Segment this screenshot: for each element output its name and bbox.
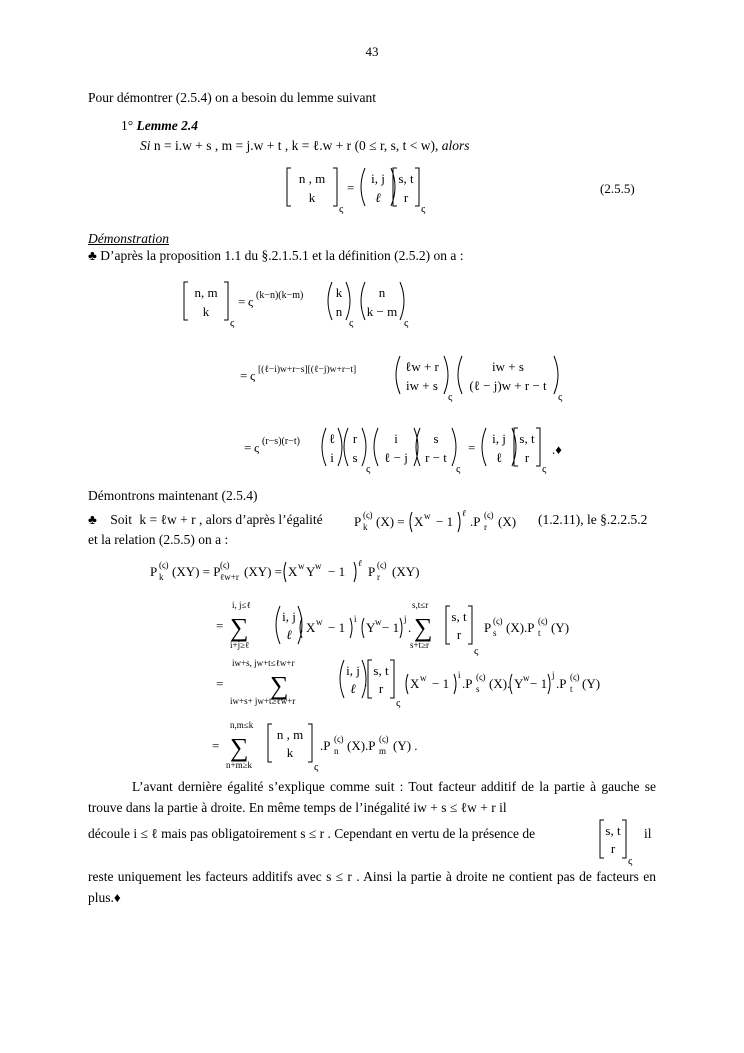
lemma-alors: alors — [441, 138, 470, 153]
svg-text:ς: ς — [314, 761, 319, 773]
svg-text:(X): (X) — [498, 514, 517, 529]
svg-text:P: P — [484, 620, 492, 635]
lemma-hypothesis — [140, 138, 470, 154]
svg-text:k: k — [363, 522, 368, 532]
closing-p2b: il — [644, 826, 652, 841]
intro-text: Pour démontrer (2.5.4) on a besoin du lemme suivant — [88, 90, 376, 105]
sum1-top: i, j≤ℓ — [232, 600, 251, 610]
l1-equals: = — [238, 294, 246, 309]
l3-b2-top: r — [352, 431, 358, 446]
svg-text:s, t: s, t — [373, 663, 389, 678]
svg-text:− 1: − 1 — [328, 564, 346, 579]
eq-lhs-top: n , m — [298, 171, 326, 186]
svg-text:− 1: − 1 — [328, 620, 346, 635]
soit-word: Soit — [110, 512, 132, 527]
svg-text:∑: ∑ — [230, 613, 249, 642]
svg-text:(ς): (ς) — [476, 672, 486, 682]
expansion-line-0 — [150, 558, 630, 588]
equality-inline — [354, 506, 540, 534]
svg-text:Y: Y — [514, 676, 524, 691]
eq-lhs-bottom: k — [308, 190, 316, 205]
svg-text:− 1: − 1 — [436, 514, 454, 529]
l3-b4-top: s — [433, 431, 439, 446]
svg-text:r: r — [610, 841, 616, 856]
svg-text:s, t: s, t — [605, 823, 621, 838]
sum2-bottom: s+t≥r — [410, 640, 430, 650]
demo2-heading: Démontrons maintenant (2.5.4) — [88, 488, 258, 503]
svg-text:r: r — [377, 572, 380, 582]
expansion-line-3 — [210, 718, 470, 776]
svg-text:w: w — [315, 561, 322, 571]
svg-text:X: X — [410, 676, 420, 691]
equation-number-2-5-5: (2.5.5) — [600, 181, 635, 196]
svg-text:X: X — [414, 514, 424, 529]
eq-b2-top: s, t — [398, 171, 414, 186]
svg-text:ς: ς — [628, 855, 633, 867]
l2-b2-top: iw + s — [492, 359, 524, 374]
l3-zeta-2: ς — [456, 463, 461, 475]
l3-zeta-1: ς — [366, 463, 371, 475]
inline-bracket — [598, 818, 638, 868]
svg-text:(ς): (ς) — [363, 510, 373, 520]
svg-text:(ς): (ς) — [570, 672, 580, 682]
demo-line-2 — [240, 352, 580, 410]
sum4-bottom: n+m≥k — [226, 760, 253, 770]
svg-text:ℓw+r: ℓw+r — [220, 572, 239, 582]
l3-equals: = — [244, 440, 252, 455]
svg-text:s: s — [476, 684, 480, 694]
svg-text:w: w — [523, 673, 530, 683]
svg-text:t: t — [538, 628, 541, 638]
svg-text:− 1: − 1 — [432, 676, 450, 691]
svg-text:i: i — [458, 670, 461, 680]
lemma-si: Si — [140, 138, 151, 153]
svg-text:Y: Y — [306, 564, 316, 579]
svg-text:∑: ∑ — [230, 733, 249, 762]
expansion-line-1 — [214, 598, 614, 658]
club-icon-2: ♣ — [88, 512, 97, 527]
svg-text:(X).P: (X).P — [347, 738, 376, 753]
svg-text:P: P — [150, 564, 158, 579]
sum3-top: iw+s, jw+t≤ℓw+r — [232, 658, 295, 668]
lemma-heading — [121, 118, 198, 134]
closing-p3: reste uniquement les facteurs additifs avec s ≤ r . Ainsi la partie à droite ne contient pas de facteurs en plus.♦ — [88, 869, 656, 905]
svg-text:i: i — [354, 614, 357, 624]
eq-equals: = — [347, 180, 355, 195]
svg-text:(Y): (Y) — [582, 676, 601, 691]
l1-b2-bottom: k − m — [366, 304, 398, 319]
svg-text:k: k — [286, 745, 294, 760]
l1-b2-top: n — [378, 285, 386, 300]
svg-text:(XY) = P: (XY) = P — [172, 564, 221, 579]
svg-text:.P: .P — [470, 514, 481, 529]
l2-b1-bottom: iw + s — [406, 378, 438, 393]
svg-text:w: w — [424, 511, 431, 521]
svg-text:P: P — [368, 564, 376, 579]
eq-zeta-2: ς — [421, 203, 426, 215]
svg-text:.P: .P — [320, 738, 331, 753]
demo2-text-a: alors d’après l’égalité — [205, 512, 323, 527]
l3-b6-top: s, t — [519, 431, 535, 446]
l1-b1-bottom: n — [335, 304, 343, 319]
l1-zeta-base: ς — [248, 294, 254, 309]
l2-zeta-base: ς — [250, 368, 256, 383]
eq-b2-bottom: r — [403, 190, 409, 205]
l3-b4-bottom: r − t — [425, 450, 447, 465]
svg-text:(ς): (ς) — [159, 560, 169, 570]
l3-b5-bottom: ℓ — [495, 450, 503, 465]
svg-text:j: j — [552, 670, 555, 680]
l2-equals: = — [240, 368, 248, 383]
demo-intro — [88, 248, 464, 264]
svg-text:n , m: n , m — [276, 727, 304, 742]
l2-zeta-1: ς — [448, 391, 453, 403]
sum4-top: n,m≤k — [230, 720, 254, 730]
svg-text:.: . — [364, 674, 368, 689]
svg-text:.: . — [300, 620, 304, 635]
svg-text:k: k — [159, 572, 164, 582]
l3-b3-bottom: ℓ − j — [384, 450, 408, 465]
equation-2-5-5 — [285, 164, 435, 218]
svg-text:− 1: − 1 — [382, 620, 400, 635]
svg-text:(ς): (ς) — [220, 560, 230, 570]
demo-text: D’après la proposition 1.1 du §.2.1.5.1 et la définition (2.5.2) on a : — [100, 248, 464, 263]
svg-text:w: w — [316, 617, 323, 627]
svg-text:w: w — [375, 617, 382, 627]
eq-b1-top: i, j — [371, 171, 385, 186]
svg-text:i, j: i, j — [346, 663, 360, 678]
svg-text:(XY) =: (XY) = — [244, 564, 283, 579]
svg-text:w: w — [298, 561, 305, 571]
svg-text:∑: ∑ — [414, 613, 433, 642]
svg-text:X: X — [288, 564, 298, 579]
svg-text:i, j: i, j — [282, 609, 296, 624]
eq-zeta-1: ς — [339, 203, 344, 215]
hyp-k: k = ℓ.w + r — [291, 138, 352, 153]
l2-zeta-2: ς — [558, 391, 563, 403]
sum1-bottom: i+j≥ℓ — [230, 640, 250, 650]
svg-text:s, t: s, t — [451, 609, 467, 624]
closing-p1: L’avant dernière égalité s’explique comme suit : Tout facteur additif de la partie à gauche se trouve dans la partie à droite. En même temps de l’inégalité iw + s ≤ ℓw + r il — [88, 779, 656, 815]
l3-b2-bottom: s — [352, 450, 358, 465]
l3-b5-top: i, j — [492, 431, 506, 446]
demo2-line-a — [88, 512, 323, 528]
svg-text:(X).P: (X).P — [506, 620, 535, 635]
demo-heading: Démonstration — [88, 231, 169, 246]
l1-b1-top: k — [335, 285, 343, 300]
svg-text:j: j — [404, 614, 407, 624]
svg-text:(XY): (XY) — [392, 564, 420, 579]
svg-text:s: s — [493, 628, 497, 638]
svg-text:(ς): (ς) — [334, 734, 344, 744]
svg-text:(Y) .: (Y) . — [393, 738, 418, 753]
svg-text:(X) =: (X) = — [376, 514, 405, 529]
svg-text:(ς): (ς) — [377, 560, 387, 570]
svg-text:.P: .P — [462, 676, 473, 691]
l1-lhs-bottom: k — [202, 304, 210, 319]
l3-zeta-base: ς — [254, 440, 260, 455]
svg-text:X: X — [306, 620, 316, 635]
l3-b6-bottom: r — [524, 450, 530, 465]
page-number: 43 — [365, 44, 379, 59]
demo-line-3 — [244, 424, 584, 482]
svg-text:(X).: (X). — [489, 676, 511, 691]
demo-line-1 — [182, 278, 442, 336]
sum3-bottom: iw+s+ jw+t≥ℓw+r — [230, 696, 296, 706]
svg-text:n: n — [334, 746, 339, 756]
l2-b1-top: ℓw + r — [405, 359, 439, 374]
svg-text:=: = — [216, 676, 224, 691]
svg-text:r: r — [378, 681, 384, 696]
hyp-n: n = i.w + s , — [153, 138, 219, 153]
l1-lhs-top: n, m — [194, 285, 218, 300]
svg-text:r: r — [456, 627, 462, 642]
svg-text:(ς): (ς) — [538, 616, 548, 626]
l3-b3-top: i — [394, 431, 398, 446]
eq-b1-bottom: ℓ — [375, 190, 381, 205]
l3-end: .♦ — [552, 442, 562, 457]
svg-text:ℓ: ℓ — [350, 681, 356, 696]
hyp-range: (0 ≤ r, s, t < w), — [354, 138, 439, 153]
expansion-line-2 — [214, 656, 634, 716]
svg-text:r: r — [484, 522, 487, 532]
l1-exponent: (k−n)(k−m) — [256, 290, 304, 301]
svg-text:=: = — [212, 738, 220, 753]
club-icon: ♣ — [88, 248, 97, 263]
svg-text:∑: ∑ — [270, 671, 289, 700]
l3-zeta-3: ς — [542, 463, 547, 475]
demo2-text-b: (1.2.11), le §.2.2.5.2 — [538, 512, 648, 527]
l3-exponent: (r−s)(r−t) — [262, 436, 300, 447]
svg-text:ℓ: ℓ — [286, 627, 292, 642]
svg-text:ς: ς — [396, 697, 401, 709]
svg-text:ℓ: ℓ — [358, 558, 362, 568]
lemma-title: Lemme 2.4 — [136, 118, 199, 133]
svg-text:ℓ: ℓ — [462, 508, 466, 518]
demo2-text-c: et la relation (2.5.5) on a : — [88, 532, 229, 547]
lemma-marker: 1° — [121, 118, 134, 133]
svg-text:m: m — [379, 746, 387, 756]
svg-text:w: w — [420, 673, 427, 683]
svg-text:(Y): (Y) — [551, 620, 570, 635]
l3-b1-top: ℓ — [328, 431, 336, 446]
l3-equals-2: = — [468, 440, 476, 455]
svg-text:− 1: − 1 — [530, 676, 548, 691]
svg-text:.P: .P — [556, 676, 567, 691]
svg-text:(ς): (ς) — [493, 616, 503, 626]
sum2-top: s,t≤r — [412, 600, 429, 610]
svg-text:=: = — [216, 618, 224, 633]
l1-zeta-0: ς — [230, 317, 235, 329]
l1-zeta-2: ς — [404, 317, 409, 329]
svg-text:P: P — [354, 514, 362, 529]
l3-b1-bottom: i — [330, 450, 334, 465]
l2-exponent: [(ℓ−i)w+r−s][(ℓ−j)w+r−t] — [258, 365, 357, 375]
svg-text:ς: ς — [474, 645, 479, 657]
svg-text:(ς): (ς) — [484, 510, 494, 520]
l2-b2-bottom: (ℓ − j)w + r − t — [469, 378, 547, 393]
svg-text:t: t — [570, 684, 573, 694]
svg-text:Y: Y — [366, 620, 376, 635]
svg-text:(ς): (ς) — [379, 734, 389, 744]
k-definition: k = ℓw + r , — [139, 512, 203, 527]
l1-zeta-1: ς — [349, 317, 354, 329]
closing-p2a: découle i ≤ ℓ mais pas obligatoirement s ≤ r . Cependant en vertu de la présence de — [88, 826, 536, 841]
hyp-m: m = j.w + t , — [221, 138, 289, 153]
svg-text:.: . — [408, 620, 412, 635]
